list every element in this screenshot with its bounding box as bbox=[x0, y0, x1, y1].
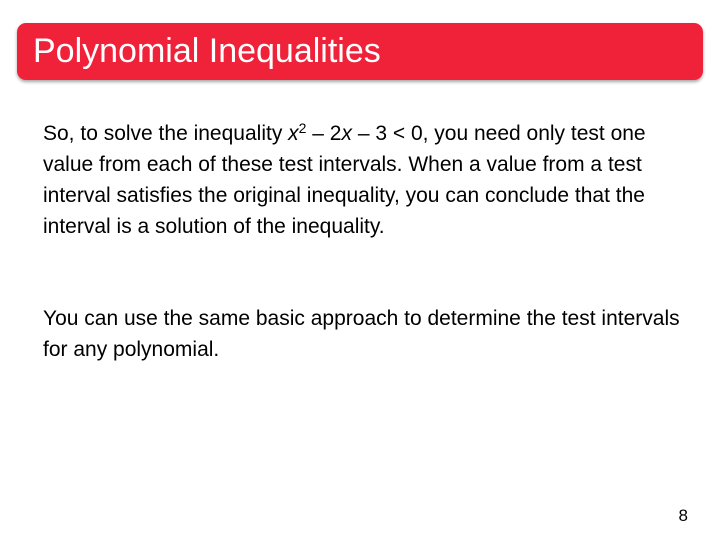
inequality-term-2: – 2 bbox=[306, 122, 342, 145]
inequality-variable-x-2: x bbox=[341, 122, 352, 145]
body-paragraph-1 bbox=[43, 118, 693, 242]
slide-title: Polynomial Inequalities bbox=[33, 32, 381, 70]
paragraph-1-lead: So, to solve the inequality bbox=[43, 122, 289, 145]
inequality-exponent: 2 bbox=[298, 120, 307, 136]
body-paragraph-2: You can use the same basic approach to determine the test intervals for any polynomial. bbox=[43, 307, 680, 361]
paragraph-1-rest: – 3 < 0, you need only test one value from each of these test intervals. When a value from a test interval satisfies the original inequality, you can conclude that the interval is a solution of the inequality. bbox=[43, 122, 646, 238]
page-number: 8 bbox=[678, 506, 688, 525]
title-bar bbox=[17, 23, 703, 80]
inequality-variable-x: x bbox=[288, 122, 299, 145]
